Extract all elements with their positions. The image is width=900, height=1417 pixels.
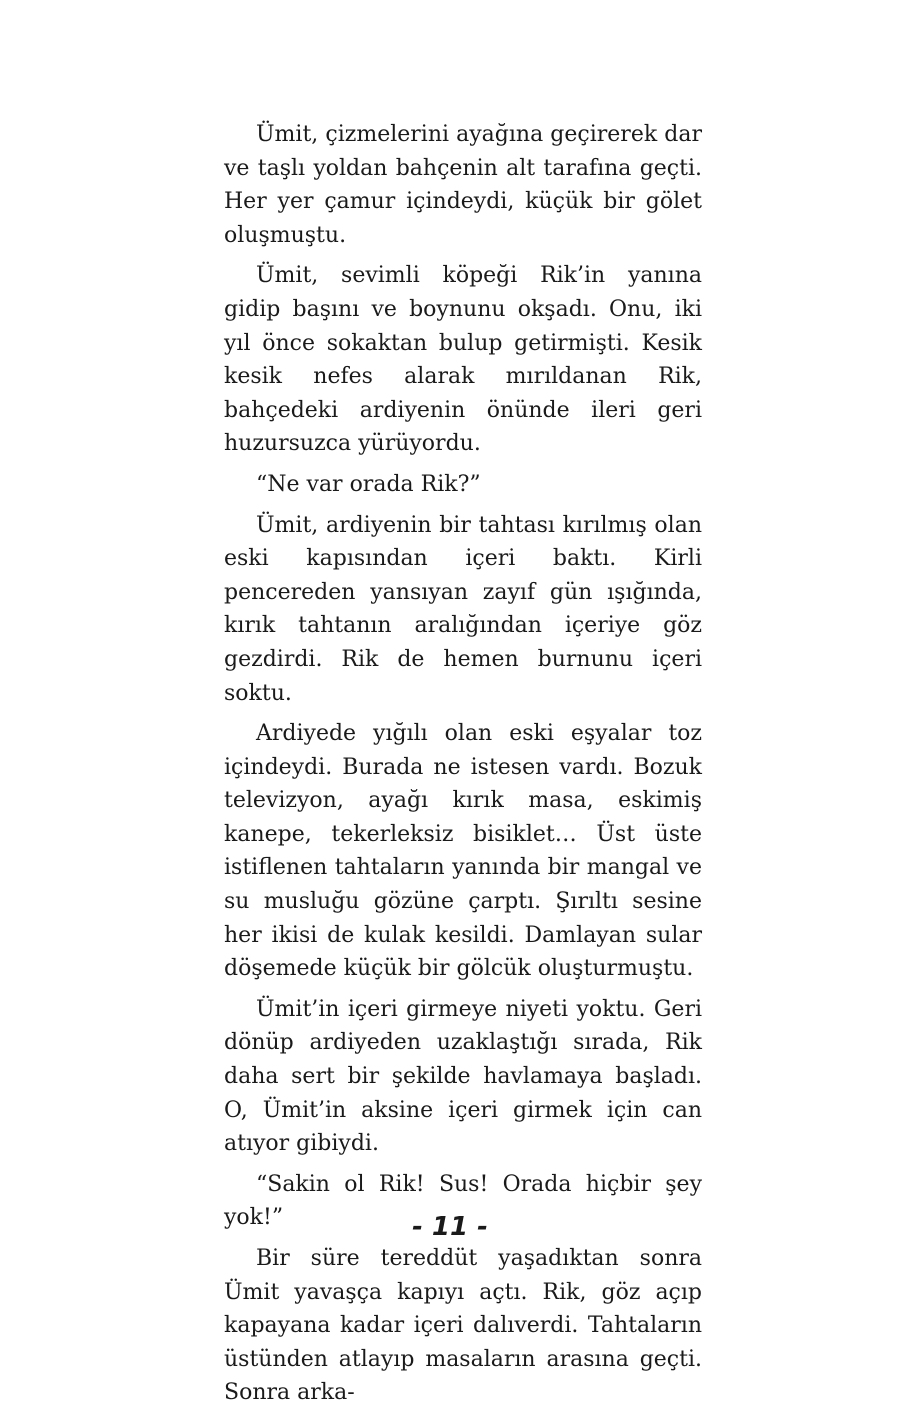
page-number: - 11 - — [412, 1212, 488, 1242]
paragraph-2: Ümit, sevimli köpeği Rik’in yanına gidip başını ve boynunu okşadı. Onu, iki yıl önce sokaktan bulup getirmişti. Kesik kesik nefes alarak mırıldanan Rik, bahçedeki ardiyenin önünde ileri geri huzursuzca yürüyordu. — [224, 263, 702, 457]
paragraph-4: Ümit, ardiyenin bir tahtası kırılmış olan eski kapısından içeri baktı. Kirli pencereden yansıyan zayıf gün ışığında, kırık tahtanın aralığından içeriye göz gezdirdi. Rik de hemen burnunu içeri soktu. — [224, 512, 702, 706]
paragraph-8: Bir süre tereddüt yaşadıktan sonra Ümit yavaşça kapıyı açtı. Rik, göz açıp kapayana kadar içeri dalıverdi. Tahtaların üstünden atlayıp masaların arasına geçti. Sonra arka- — [224, 1246, 702, 1406]
paragraph-1: Ümit, çizmelerini ayağına geçirerek dar ve taşlı yoldan bahçenin alt tarafına geçti. Her yer çamur içindeydi, küçük bir gölet oluşmuştu. — [224, 122, 702, 248]
paragraph-6: Ümit’in içeri girmeye niyeti yoktu. Geri dönüp ardiyeden uzaklaştığı sırada, Rik daha sert bir şekilde havlamaya başladı. O, Ümit’in aksine içeri girmek için can atıyor gibiydi. — [224, 996, 702, 1157]
paragraph-5: Ardiyede yığılı olan eski eşyalar toz içindeydi. Burada ne istesen vardı. Bozuk televizyon, ayağı kırık masa, eskimiş kanepe, tekerleksiz bisiklet… Üst üste istiflenen tahtaların yanında bir mangal ve su musluğu gözüne çarptı. Şırıltı sesine her ikisi de kulak kesildi. Damlayan sular döşemede küçük bir gölcük oluşturmuştu. — [224, 721, 702, 982]
paragraph-7: “Sakin ol Rik! Sus! Orada hiçbir şey yok!” — [224, 1171, 702, 1231]
paragraph-3: “Ne var orada Rik?” — [256, 471, 481, 497]
